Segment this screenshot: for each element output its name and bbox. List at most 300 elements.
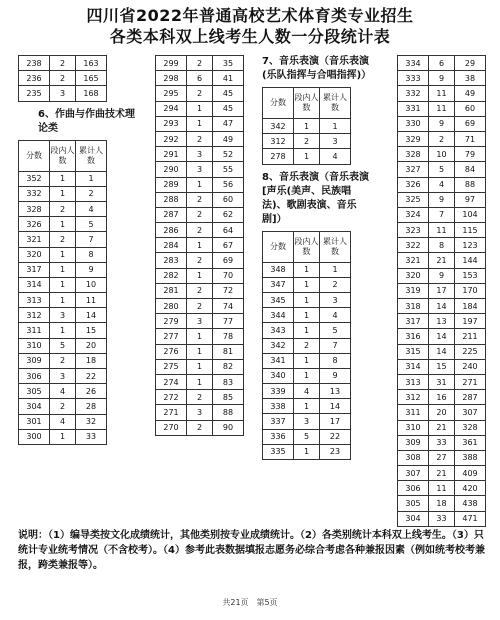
column-3 xyxy=(262,55,372,460)
count-cell: 4 xyxy=(50,384,76,399)
cumulative-cell: 2 xyxy=(320,277,351,292)
score-cell: 307 xyxy=(398,466,429,481)
table-row xyxy=(156,238,244,253)
header-count: 段内人数 xyxy=(294,231,320,262)
count-cell: 1 xyxy=(294,444,320,459)
count-cell: 15 xyxy=(429,359,455,374)
table-row xyxy=(156,329,244,344)
cumulative-cell: 67 xyxy=(213,238,244,253)
count-cell: 3 xyxy=(187,147,213,162)
cumulative-cell: 72 xyxy=(213,283,244,298)
cumulative-cell: 83 xyxy=(213,374,244,389)
score-cell: 317 xyxy=(398,314,429,329)
table-row xyxy=(398,101,486,116)
score-cell: 284 xyxy=(156,238,187,253)
count-cell: 2 xyxy=(187,223,213,238)
cumulative-cell: 388 xyxy=(455,450,486,465)
table-row xyxy=(156,420,244,435)
score-cell: 276 xyxy=(156,344,187,359)
section-6-title: 6、作曲与作曲技术理论类 xyxy=(38,108,135,134)
score-cell: 281 xyxy=(156,283,187,298)
table-row xyxy=(156,390,244,405)
count-cell: 2 xyxy=(187,253,213,268)
table-row xyxy=(398,299,486,314)
score-cell: 274 xyxy=(156,374,187,389)
cumulative-cell: 22 xyxy=(320,429,351,444)
count-cell: 2 xyxy=(50,71,76,86)
table-section-8 xyxy=(262,231,351,460)
score-cell: 340 xyxy=(263,368,294,383)
table-row xyxy=(398,223,486,238)
cumulative-cell: 2 xyxy=(76,186,107,201)
score-cell: 336 xyxy=(263,429,294,444)
count-cell: 1 xyxy=(187,116,213,131)
score-cell: 316 xyxy=(398,329,429,344)
cumulative-cell: 153 xyxy=(455,268,486,283)
cumulative-cell: 4 xyxy=(320,149,351,164)
cumulative-cell: 8 xyxy=(320,353,351,368)
cumulative-cell: 35 xyxy=(213,56,244,71)
page-title: 四川省2022年普通高校艺术体育类专业招生 xyxy=(86,6,414,25)
count-cell: 21 xyxy=(429,420,455,435)
table-row xyxy=(156,344,244,359)
score-cell: 236 xyxy=(19,71,50,86)
count-cell: 11 xyxy=(429,86,455,101)
count-cell: 2 xyxy=(187,192,213,207)
count-cell: 1 xyxy=(294,119,320,134)
cumulative-cell: 3 xyxy=(320,292,351,307)
cumulative-cell: 144 xyxy=(455,253,486,268)
cumulative-cell: 115 xyxy=(455,223,486,238)
cumulative-cell: 22 xyxy=(76,369,107,384)
score-cell: 327 xyxy=(398,162,429,177)
count-cell: 7 xyxy=(429,207,455,222)
table-row xyxy=(156,207,244,222)
table-row xyxy=(19,308,107,323)
score-cell: 322 xyxy=(398,238,429,253)
count-cell: 33 xyxy=(429,435,455,450)
cumulative-cell: 45 xyxy=(213,101,244,116)
cumulative-cell: 7 xyxy=(320,338,351,353)
score-cell: 347 xyxy=(263,277,294,292)
count-cell: 2 xyxy=(187,207,213,222)
cumulative-cell: 7 xyxy=(76,232,107,247)
count-cell: 6 xyxy=(429,56,455,71)
score-cell: 329 xyxy=(398,131,429,146)
table-row xyxy=(156,283,244,298)
table-row xyxy=(19,369,107,384)
cumulative-cell: 4 xyxy=(320,308,351,323)
count-cell: 14 xyxy=(429,329,455,344)
count-cell: 1 xyxy=(187,177,213,192)
cumulative-cell: 26 xyxy=(76,384,107,399)
table-row xyxy=(263,353,351,368)
table-row xyxy=(398,405,486,420)
cumulative-cell: 197 xyxy=(455,314,486,329)
count-cell: 1 xyxy=(294,308,320,323)
cumulative-cell: 211 xyxy=(455,329,486,344)
table-row xyxy=(156,374,244,389)
count-cell: 9 xyxy=(429,268,455,283)
table-row xyxy=(263,277,351,292)
score-cell: 294 xyxy=(156,101,187,116)
table-row xyxy=(398,147,486,162)
column-4 xyxy=(397,55,486,527)
cumulative-cell: 74 xyxy=(213,299,244,314)
count-cell: 2 xyxy=(187,283,213,298)
cumulative-cell: 14 xyxy=(320,399,351,414)
table-row xyxy=(263,149,351,164)
score-cell: 324 xyxy=(398,207,429,222)
count-cell: 4 xyxy=(294,384,320,399)
cumulative-cell: 78 xyxy=(213,329,244,344)
cumulative-cell: 84 xyxy=(455,162,486,177)
count-cell: 1 xyxy=(50,247,76,262)
score-cell: 309 xyxy=(398,435,429,450)
cumulative-cell: 5 xyxy=(320,323,351,338)
table-row xyxy=(19,86,107,101)
count-cell: 1 xyxy=(187,268,213,283)
table-row xyxy=(19,262,107,277)
table-row xyxy=(19,171,107,186)
table-row xyxy=(398,359,486,374)
score-cell: 314 xyxy=(398,359,429,374)
table-section-6 xyxy=(18,140,107,445)
cumulative-cell: 41 xyxy=(213,71,244,86)
count-cell: 6 xyxy=(187,71,213,86)
score-cell: 308 xyxy=(398,450,429,465)
table-row xyxy=(398,268,486,283)
score-cell: 311 xyxy=(398,405,429,420)
score-cell: 313 xyxy=(398,374,429,389)
count-cell: 2 xyxy=(187,299,213,314)
cumulative-cell: 165 xyxy=(76,71,107,86)
score-cell: 304 xyxy=(398,511,429,526)
table-row xyxy=(398,116,486,131)
score-cell: 291 xyxy=(156,147,187,162)
table-row xyxy=(398,253,486,268)
count-cell: 5 xyxy=(429,162,455,177)
cumulative-cell: 55 xyxy=(213,162,244,177)
table-row xyxy=(263,308,351,323)
count-cell: 1 xyxy=(50,262,76,277)
header-score: 分数 xyxy=(19,140,50,171)
count-cell: 1 xyxy=(294,368,320,383)
table-row xyxy=(156,101,244,116)
score-cell: 323 xyxy=(398,223,429,238)
score-cell: 335 xyxy=(263,444,294,459)
count-cell: 21 xyxy=(429,253,455,268)
count-cell: 1 xyxy=(187,374,213,389)
score-cell: 338 xyxy=(263,399,294,414)
table-row xyxy=(156,314,244,329)
cumulative-cell: 184 xyxy=(455,299,486,314)
count-cell: 2 xyxy=(187,390,213,405)
page-footer: 共21页 第5页 xyxy=(222,598,278,607)
score-cell: 270 xyxy=(156,420,187,435)
count-cell: 1 xyxy=(294,399,320,414)
count-cell: 4 xyxy=(50,414,76,429)
score-cell: 305 xyxy=(19,384,50,399)
table-row xyxy=(263,323,351,338)
count-cell: 5 xyxy=(50,338,76,353)
cumulative-cell: 1 xyxy=(320,262,351,277)
score-cell: 328 xyxy=(398,147,429,162)
count-cell: 1 xyxy=(50,277,76,292)
table-row xyxy=(398,131,486,146)
cumulative-cell: 33 xyxy=(76,429,107,444)
score-cell: 299 xyxy=(156,56,187,71)
score-cell: 325 xyxy=(398,192,429,207)
cumulative-cell: 60 xyxy=(213,192,244,207)
table-row xyxy=(263,444,351,459)
cumulative-cell: 420 xyxy=(455,481,486,496)
score-cell: 311 xyxy=(19,323,50,338)
score-cell: 342 xyxy=(263,119,294,134)
count-cell: 5 xyxy=(294,429,320,444)
score-cell: 238 xyxy=(19,56,50,71)
score-cell: 300 xyxy=(19,429,50,444)
score-cell: 320 xyxy=(19,247,50,262)
score-cell: 310 xyxy=(398,420,429,435)
count-cell: 1 xyxy=(187,344,213,359)
count-cell: 1 xyxy=(50,323,76,338)
score-cell: 310 xyxy=(19,338,50,353)
count-cell: 1 xyxy=(50,429,76,444)
table-row xyxy=(263,338,351,353)
cumulative-cell: 45 xyxy=(213,86,244,101)
count-cell: 3 xyxy=(187,162,213,177)
header-score: 分数 xyxy=(263,231,294,262)
header-cum: 累计人数 xyxy=(320,231,351,262)
count-cell: 9 xyxy=(429,71,455,86)
score-cell: 289 xyxy=(156,177,187,192)
cumulative-cell: 438 xyxy=(455,496,486,511)
count-cell: 31 xyxy=(429,374,455,389)
count-cell: 21 xyxy=(429,466,455,481)
cumulative-cell: 32 xyxy=(76,414,107,429)
score-cell: 312 xyxy=(398,390,429,405)
count-cell: 2 xyxy=(187,86,213,101)
count-cell: 27 xyxy=(429,450,455,465)
score-cell: 280 xyxy=(156,299,187,314)
table-row xyxy=(156,71,244,86)
table-row xyxy=(398,314,486,329)
table-row xyxy=(156,86,244,101)
page-subtitle: 各类本科双上线考生人数一分段统计表 xyxy=(109,27,391,46)
header-cum: 累计人数 xyxy=(76,140,107,171)
count-cell: 3 xyxy=(187,405,213,420)
count-cell: 1 xyxy=(187,238,213,253)
cumulative-cell: 170 xyxy=(455,283,486,298)
table-row xyxy=(398,283,486,298)
table-row xyxy=(156,162,244,177)
table-row xyxy=(398,390,486,405)
count-cell: 2 xyxy=(50,353,76,368)
cumulative-cell: 4 xyxy=(76,201,107,216)
cumulative-cell: 71 xyxy=(455,131,486,146)
cumulative-cell: 471 xyxy=(455,511,486,526)
cumulative-cell: 225 xyxy=(455,344,486,359)
score-cell: 304 xyxy=(19,399,50,414)
score-cell: 306 xyxy=(19,369,50,384)
count-cell: 33 xyxy=(429,511,455,526)
cumulative-cell: 13 xyxy=(320,384,351,399)
table-row xyxy=(398,450,486,465)
score-cell: 272 xyxy=(156,390,187,405)
table-row xyxy=(156,147,244,162)
count-cell: 1 xyxy=(187,359,213,374)
score-cell: 283 xyxy=(156,253,187,268)
cumulative-cell: 56 xyxy=(213,177,244,192)
cumulative-cell: 82 xyxy=(213,359,244,374)
table-row xyxy=(263,368,351,383)
cumulative-cell: 15 xyxy=(76,323,107,338)
table-row xyxy=(263,429,351,444)
cumulative-cell: 69 xyxy=(455,116,486,131)
table-row xyxy=(398,56,486,71)
cumulative-cell: 64 xyxy=(213,223,244,238)
table-row xyxy=(19,71,107,86)
table-row xyxy=(156,299,244,314)
table-row xyxy=(156,116,244,131)
cumulative-cell: 11 xyxy=(76,293,107,308)
count-cell: 13 xyxy=(429,314,455,329)
score-cell: 342 xyxy=(263,338,294,353)
table-row xyxy=(156,56,244,71)
table-row xyxy=(398,192,486,207)
count-cell: 18 xyxy=(429,496,455,511)
cumulative-cell: 52 xyxy=(213,147,244,162)
score-cell: 341 xyxy=(263,353,294,368)
cumulative-cell: 28 xyxy=(76,399,107,414)
count-cell: 1 xyxy=(187,101,213,116)
count-cell: 17 xyxy=(429,283,455,298)
count-cell: 3 xyxy=(294,414,320,429)
cumulative-cell: 104 xyxy=(455,207,486,222)
table-row xyxy=(398,481,486,496)
count-cell: 2 xyxy=(50,232,76,247)
score-cell: 271 xyxy=(156,405,187,420)
table-row xyxy=(156,223,244,238)
score-cell: 321 xyxy=(19,232,50,247)
table-row xyxy=(19,56,107,71)
table-row xyxy=(398,71,486,86)
cumulative-cell: 10 xyxy=(76,277,107,292)
cumulative-cell: 168 xyxy=(76,86,107,101)
count-cell: 14 xyxy=(429,344,455,359)
cumulative-cell: 29 xyxy=(455,56,486,71)
cumulative-cell: 5 xyxy=(76,217,107,232)
cumulative-cell: 79 xyxy=(455,147,486,162)
table-section-7 xyxy=(262,87,351,165)
table-row xyxy=(398,162,486,177)
score-cell: 293 xyxy=(156,116,187,131)
cumulative-cell: 409 xyxy=(455,466,486,481)
table-row xyxy=(398,435,486,450)
count-cell: 2 xyxy=(50,56,76,71)
cumulative-cell: 328 xyxy=(455,420,486,435)
score-cell: 292 xyxy=(156,131,187,146)
cumulative-cell: 70 xyxy=(213,268,244,283)
count-cell: 2 xyxy=(187,420,213,435)
cumulative-cell: 88 xyxy=(213,405,244,420)
count-cell: 11 xyxy=(429,101,455,116)
count-cell: 1 xyxy=(50,217,76,232)
table-row xyxy=(398,374,486,389)
score-cell: 345 xyxy=(263,292,294,307)
table-row xyxy=(19,338,107,353)
table-row xyxy=(156,131,244,146)
table-row xyxy=(398,344,486,359)
cumulative-cell: 20 xyxy=(76,338,107,353)
column-2 xyxy=(155,55,244,436)
cumulative-cell: 1 xyxy=(320,119,351,134)
score-cell: 337 xyxy=(263,414,294,429)
table-row xyxy=(398,329,486,344)
table-col4 xyxy=(397,55,486,527)
cumulative-cell: 17 xyxy=(320,414,351,429)
score-cell: 344 xyxy=(263,308,294,323)
cumulative-cell: 62 xyxy=(213,207,244,222)
score-cell: 332 xyxy=(19,186,50,201)
header-score: 分数 xyxy=(263,88,294,119)
count-cell: 10 xyxy=(429,147,455,162)
score-cell: 287 xyxy=(156,207,187,222)
cumulative-cell: 240 xyxy=(455,359,486,374)
cumulative-cell: 271 xyxy=(455,374,486,389)
table-row xyxy=(156,268,244,283)
table-row xyxy=(398,511,486,526)
cumulative-cell: 88 xyxy=(455,177,486,192)
table-row xyxy=(19,232,107,247)
score-cell: 312 xyxy=(263,134,294,149)
count-cell: 4 xyxy=(429,177,455,192)
table-col1-top xyxy=(18,55,107,102)
cumulative-cell: 163 xyxy=(76,56,107,71)
cumulative-cell: 3 xyxy=(320,134,351,149)
table-row xyxy=(19,353,107,368)
table-row xyxy=(156,192,244,207)
cumulative-cell: 307 xyxy=(455,405,486,420)
table-row xyxy=(19,217,107,232)
score-cell: 314 xyxy=(19,277,50,292)
table-row xyxy=(19,201,107,216)
table-row xyxy=(263,292,351,307)
score-cell: 317 xyxy=(19,262,50,277)
cumulative-cell: 18 xyxy=(76,353,107,368)
count-cell: 3 xyxy=(50,308,76,323)
table-row xyxy=(263,262,351,277)
count-cell: 2 xyxy=(187,56,213,71)
header-count: 段内人数 xyxy=(50,140,76,171)
cumulative-cell: 8 xyxy=(76,247,107,262)
table-row xyxy=(156,359,244,374)
table-col2 xyxy=(155,55,244,436)
score-cell: 331 xyxy=(398,101,429,116)
count-cell: 2 xyxy=(50,201,76,216)
count-cell: 1 xyxy=(187,329,213,344)
header-cum: 累计人数 xyxy=(320,88,351,119)
score-cell: 277 xyxy=(156,329,187,344)
score-cell: 333 xyxy=(398,71,429,86)
count-cell: 16 xyxy=(429,390,455,405)
count-cell: 20 xyxy=(429,405,455,420)
score-cell: 320 xyxy=(398,268,429,283)
cumulative-cell: 90 xyxy=(213,420,244,435)
score-cell: 319 xyxy=(398,283,429,298)
count-cell: 9 xyxy=(429,192,455,207)
